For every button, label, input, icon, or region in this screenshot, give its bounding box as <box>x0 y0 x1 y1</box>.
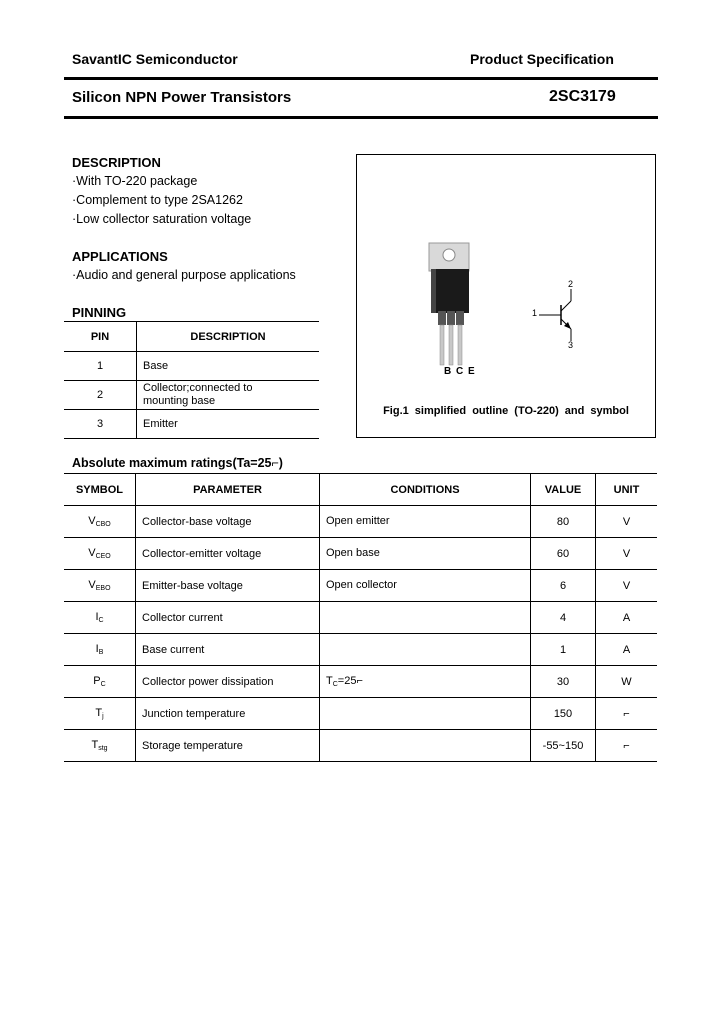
pin-number: 1 <box>64 352 137 381</box>
product-line: Silicon NPN Power Transistors <box>72 89 292 106</box>
symbol-pin-2: 2 <box>568 279 574 289</box>
lead-label-c: C <box>456 366 464 377</box>
conditions-cell: $T_C=25⌐$ <box>320 666 531 698</box>
parameter-header: PARAMETER <box>136 474 320 506</box>
part-number: 2SC3179 <box>549 88 616 105</box>
table-row <box>64 666 657 698</box>
unit-cell: V <box>596 538 658 570</box>
symbol-pin-3: 3 <box>568 340 574 350</box>
parameter-cell: Collector power dissipation <box>136 666 320 698</box>
parameter-cell: Collector-emitter voltage <box>136 538 320 570</box>
unit-cell: V <box>596 506 658 538</box>
value-cell: 150 <box>531 698 596 730</box>
symbol-cell: $V_{EBO}$ <box>64 570 136 602</box>
table-row <box>64 410 319 439</box>
table-row <box>64 506 657 538</box>
conditions-cell: Open base <box>320 538 531 570</box>
doc-type: Product Specification <box>470 51 614 67</box>
parameter-cell: Junction temperature <box>136 698 320 730</box>
applications-title: APPLICATIONS <box>72 249 168 264</box>
unit-cell: W <box>596 666 658 698</box>
unit-cell: ⌐ <box>596 698 658 730</box>
unit-header: UNIT <box>596 474 658 506</box>
conditions-cell <box>320 698 531 730</box>
value-cell: 1 <box>531 634 596 666</box>
value-cell: 80 <box>531 506 596 538</box>
symbol-pin-1: 1 <box>532 308 538 318</box>
symbol-cell: $V_{CEO}$ <box>64 538 136 570</box>
npn-transistor-symbol-icon <box>537 283 577 347</box>
figure-caption: Fig.1 simplified outline (TO-220) and symbol <box>383 405 629 417</box>
table-row <box>64 730 657 762</box>
parameter-cell: Emitter-base voltage <box>136 570 320 602</box>
unit-cell: A <box>596 602 658 634</box>
table-row <box>64 634 657 666</box>
pin-number: 2 <box>64 381 137 410</box>
pin-description: Emitter <box>137 410 320 439</box>
conditions-cell: Open collector <box>320 570 531 602</box>
conditions-cell <box>320 634 531 666</box>
description-title: DESCRIPTION <box>72 155 161 170</box>
pin-description: Base <box>137 352 320 381</box>
value-cell: 60 <box>531 538 596 570</box>
parameter-cell: Storage temperature <box>136 730 320 762</box>
symbol-cell: $T_j$ <box>64 698 136 730</box>
description-item: ·With TO-220 package <box>72 174 198 188</box>
description-item: ·Low collector saturation voltage <box>72 212 252 226</box>
value-cell: 30 <box>531 666 596 698</box>
to220-package-image <box>425 241 485 373</box>
unit-cell: V <box>596 570 658 602</box>
pin-description-header: DESCRIPTION <box>137 322 320 352</box>
value-cell: -55~150 <box>531 730 596 762</box>
symbol-cell: $P_C$ <box>64 666 136 698</box>
conditions-header: CONDITIONS <box>320 474 531 506</box>
conditions-cell <box>320 730 531 762</box>
conditions-cell: Open emitter <box>320 506 531 538</box>
parameter-cell: Collector current <box>136 602 320 634</box>
table-row <box>64 602 657 634</box>
pin-number: 3 <box>64 410 137 439</box>
lead-label-e: E <box>468 366 475 377</box>
parameter-cell: Base current <box>136 634 320 666</box>
ratings-title: Absolute maximum ratings(Ta=25⌐) <box>72 456 283 470</box>
lead-label-b: B <box>444 366 452 377</box>
header-rule-top <box>64 77 658 80</box>
table-row <box>64 352 319 381</box>
pin-description: Collector;connected to mounting base <box>137 381 320 410</box>
ratings-table <box>64 473 657 762</box>
symbol-cell: $V_{CBO}$ <box>64 506 136 538</box>
parameter-cell: Collector-base voltage <box>136 506 320 538</box>
table-row <box>64 570 657 602</box>
table-row <box>64 381 319 410</box>
symbol-cell: $I_B$ <box>64 634 136 666</box>
table-row <box>64 698 657 730</box>
pinning-title: PINNING <box>72 305 127 320</box>
value-header: VALUE <box>531 474 596 506</box>
conditions-cell <box>320 602 531 634</box>
value-cell: 6 <box>531 570 596 602</box>
symbol-cell: $I_C$ <box>64 602 136 634</box>
symbol-cell: $T_{stg}$ <box>64 730 136 762</box>
pinning-table <box>64 321 319 439</box>
unit-cell: A <box>596 634 658 666</box>
unit-cell: ⌐ <box>596 730 658 762</box>
header-rule-bottom <box>64 116 658 119</box>
pin-header: PIN <box>64 322 137 352</box>
description-item: ·Complement to type 2SA1262 <box>72 193 243 207</box>
symbol-header: SYMBOL <box>64 474 136 506</box>
figure-box <box>356 154 656 438</box>
table-row <box>64 538 657 570</box>
value-cell: 4 <box>531 602 596 634</box>
applications-item: ·Audio and general purpose applications <box>72 268 296 282</box>
company-name: SavantIC Semiconductor <box>72 51 238 67</box>
